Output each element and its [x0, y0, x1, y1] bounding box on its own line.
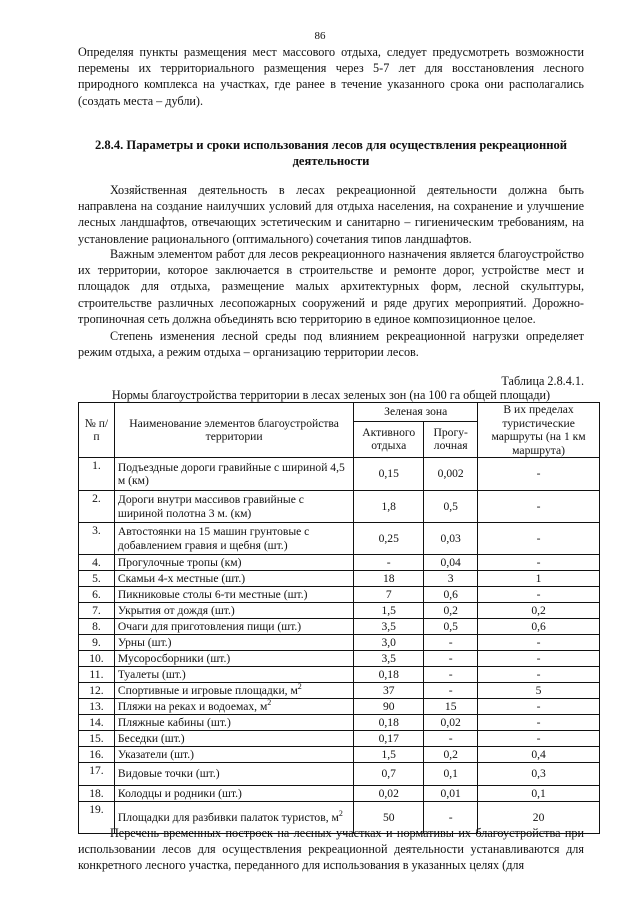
row-name-cell [114, 635, 353, 651]
cell-walking: 0,5 [424, 491, 478, 523]
row-number: 6. [79, 587, 115, 603]
cell-active: 37 [354, 683, 424, 699]
table-row [79, 619, 600, 635]
row-number: 12. [79, 683, 115, 699]
row-name-cell [114, 458, 353, 491]
header-name: Наименование элементов благоустройства территории [114, 403, 353, 458]
table-row [79, 603, 600, 619]
table-row [79, 571, 600, 587]
table-row [79, 715, 600, 731]
page-number: 86 [314, 30, 326, 42]
row-number: 1. [79, 458, 115, 491]
cell-walking: 0,03 [424, 523, 478, 555]
row-name: Очаги для приготовления пищи (шт.) [117, 619, 302, 633]
cell-active: 0,18 [354, 667, 424, 683]
row-name: Пикниковые столы 6-ти местные (шт.) [117, 587, 308, 601]
table-row [79, 523, 600, 555]
header-routes: В их пределах туристические маршруты (на 1 км маршрута) [478, 403, 600, 458]
row-number: 11. [79, 667, 115, 683]
table-label: Таблица 2.8.4.1. [501, 374, 584, 388]
cell-routes: 1 [478, 571, 600, 587]
cell-active: 18 [354, 571, 424, 587]
cell-walking: 0,5 [424, 619, 478, 635]
row-name-cell [114, 619, 353, 635]
table-row [79, 699, 600, 715]
row-name: Прогулочные тропы (км) [117, 555, 242, 569]
row-name: Укрытия от дождя (шт.) [117, 603, 235, 617]
row-name-cell [114, 491, 353, 523]
row-name: Подъездные дороги гравийные с шириной 4,5 м (км) [117, 460, 345, 487]
row-name-cell [114, 699, 353, 715]
body-paragraph: Хозяйственная деятельность в лесах рекреационной деятельности должна быть направлена на создание наилучших условий для отдыха населения, на сохранение и улучшение лесных ландшафтов, отвечающих эстетическим и санитарно – гигиеническим требованиям, на установление рационального (оптимального) сочетания типов ландшафтов. [78, 183, 584, 246]
table-row [79, 747, 600, 763]
cell-routes: 0,3 [478, 763, 600, 786]
cell-routes: - [478, 491, 600, 523]
cell-active: 90 [354, 699, 424, 715]
row-name-cell [114, 731, 353, 747]
row-number: 3. [79, 523, 115, 555]
cell-walking: 3 [424, 571, 478, 587]
row-name-cell [114, 571, 353, 587]
cell-active: 0,17 [354, 731, 424, 747]
row-name-cell [114, 715, 353, 731]
cell-active: 0,02 [354, 786, 424, 802]
cell-routes: 0,4 [478, 747, 600, 763]
cell-walking: 0,04 [424, 555, 478, 571]
header-num: № п/п [79, 403, 115, 458]
row-name: Видовые точки (шт.) [117, 767, 220, 781]
cell-active: 3,0 [354, 635, 424, 651]
header-active: Активного отдыха [354, 421, 424, 457]
row-name: Указатели (шт.) [117, 747, 194, 761]
table-caption: Нормы благоустройства территории в лесах зеленых зон (на 100 га общей площади) [111, 388, 551, 402]
table-row [79, 458, 600, 491]
row-number: 2. [79, 491, 115, 523]
cell-walking: - [424, 651, 478, 667]
row-name: Площадки для разбивки палаток туристов, м [117, 810, 339, 824]
cell-routes: - [478, 651, 600, 667]
cell-active: 3,5 [354, 619, 424, 635]
row-name-cell [114, 523, 353, 555]
cell-active: 7 [354, 587, 424, 603]
intro-paragraph: Определяя пункты размещения мест массового отдыха, следует предусмотреть возможности перемены их территориального размещения через 5-7 лет для восстановления лесного природного комплекса на участках, где ранее в течение указанного срока они располагались (создать места – дубли). [78, 45, 584, 108]
row-number: 8. [79, 619, 115, 635]
cell-routes: - [478, 635, 600, 651]
table-row [79, 786, 600, 802]
cell-walking: 0,01 [424, 786, 478, 802]
header-green-zone: Зеленая зона [354, 403, 478, 422]
row-number: 15. [79, 731, 115, 747]
cell-walking: - [424, 667, 478, 683]
row-number: 19. [79, 802, 115, 834]
row-name: Колодцы и родники (шт.) [117, 786, 242, 800]
cell-walking: 0,2 [424, 603, 478, 619]
row-name: Урны (шт.) [117, 635, 172, 649]
norms-table [78, 402, 600, 834]
cell-walking: - [424, 731, 478, 747]
cell-walking: 15 [424, 699, 478, 715]
cell-routes: 20 [478, 802, 600, 834]
row-name: Скамьи 4-х местные (шт.) [117, 571, 246, 585]
row-name: Туалеты (шт.) [117, 667, 186, 681]
row-number: 7. [79, 603, 115, 619]
row-number: 16. [79, 747, 115, 763]
row-name: Дороги внутри массивов гравийные с шириной полотна 3 м. (км) [117, 493, 304, 520]
row-name: Беседки (шт.) [117, 731, 185, 745]
row-number: 13. [79, 699, 115, 715]
cell-active: 50 [354, 802, 424, 834]
cell-routes: 0,2 [478, 603, 600, 619]
cell-active: 0,25 [354, 523, 424, 555]
row-name-cell [114, 747, 353, 763]
cell-active: 0,15 [354, 458, 424, 491]
cell-walking: 0,2 [424, 747, 478, 763]
row-number: 9. [79, 635, 115, 651]
row-name-cell [114, 555, 353, 571]
cell-routes: 0,6 [478, 619, 600, 635]
row-name-superscript: 2 [267, 697, 272, 707]
bottom-paragraph: Перечень временных построек на лесных участках и нормативы их благоустройства при использовании лесов для осуществления рекреационной деятельности устанавливаются для конкретного лесного участка, переданного для использования в указанных целях (для [78, 826, 584, 873]
row-name-cell [114, 763, 353, 786]
cell-walking: - [424, 683, 478, 699]
cell-routes: - [478, 715, 600, 731]
table-row [79, 555, 600, 571]
table-row [79, 651, 600, 667]
header-walking: Прогу-лочная [424, 421, 478, 457]
body-paragraph: Важным элементом работ для лесов рекреационного назначения является благоустройство их территории, которое заключается в строительстве и ремонте дорог, устройстве мест и площадок для отдыха, размещение малых архитектурных форм, лесной скульптуры, строительстве различных лесопожарных сооружений и ряде других мероприятий. Дорожно-тропиночная сеть должна объединять всю территорию в единое композиционное целое. [78, 247, 584, 326]
body-paragraph: Степень изменения лесной среды под влиянием рекреационной нагрузки определяет режим отдыха, а режим отдыха – организацию территории лесов. [78, 329, 584, 360]
row-number: 17. [79, 763, 115, 786]
section-heading: 2.8.4. Параметры и сроки использования лесов для осуществления рекреационной деятельности [94, 138, 568, 168]
row-name-cell [114, 786, 353, 802]
row-name-cell [114, 587, 353, 603]
cell-routes: - [478, 587, 600, 603]
cell-active: 1,5 [354, 603, 424, 619]
row-number: 4. [79, 555, 115, 571]
cell-routes: - [478, 667, 600, 683]
row-number: 18. [79, 786, 115, 802]
cell-walking: - [424, 635, 478, 651]
cell-routes: 0,1 [478, 786, 600, 802]
table-row [79, 635, 600, 651]
table-row [79, 587, 600, 603]
cell-routes: 5 [478, 683, 600, 699]
row-name: Пляжи на реках и водоемах, м [117, 699, 268, 713]
table-row [79, 491, 600, 523]
cell-routes: - [478, 731, 600, 747]
row-number: 5. [79, 571, 115, 587]
row-name-superscript: 2 [297, 681, 302, 691]
table-row [79, 683, 600, 699]
cell-active: 0,18 [354, 715, 424, 731]
cell-routes: - [478, 699, 600, 715]
row-name: Автостоянки на 15 машин грунтовые с добавлением гравия и щебня (шт.) [117, 525, 310, 552]
cell-routes: - [478, 458, 600, 491]
cell-routes: - [478, 523, 600, 555]
cell-active: 1,5 [354, 747, 424, 763]
table-row [79, 667, 600, 683]
row-name-superscript: 2 [338, 808, 343, 818]
row-number: 14. [79, 715, 115, 731]
cell-active: 0,7 [354, 763, 424, 786]
cell-active: 3,5 [354, 651, 424, 667]
cell-walking: 0,6 [424, 587, 478, 603]
row-name-cell [114, 683, 353, 699]
row-name-cell [114, 651, 353, 667]
cell-walking: 0,002 [424, 458, 478, 491]
row-number: 10. [79, 651, 115, 667]
row-name: Пляжные кабины (шт.) [117, 715, 231, 729]
table-row [79, 763, 600, 786]
cell-active: 1,8 [354, 491, 424, 523]
row-name: Спортивные и игровые площадки, м [117, 683, 298, 697]
row-name-cell [114, 603, 353, 619]
table-row [79, 731, 600, 747]
row-name: Мусоросборники (шт.) [117, 651, 231, 665]
cell-walking: 0,1 [424, 763, 478, 786]
row-name-cell [114, 667, 353, 683]
cell-routes: - [478, 555, 600, 571]
cell-active: - [354, 555, 424, 571]
cell-walking: 0,02 [424, 715, 478, 731]
cell-walking: - [424, 802, 478, 834]
